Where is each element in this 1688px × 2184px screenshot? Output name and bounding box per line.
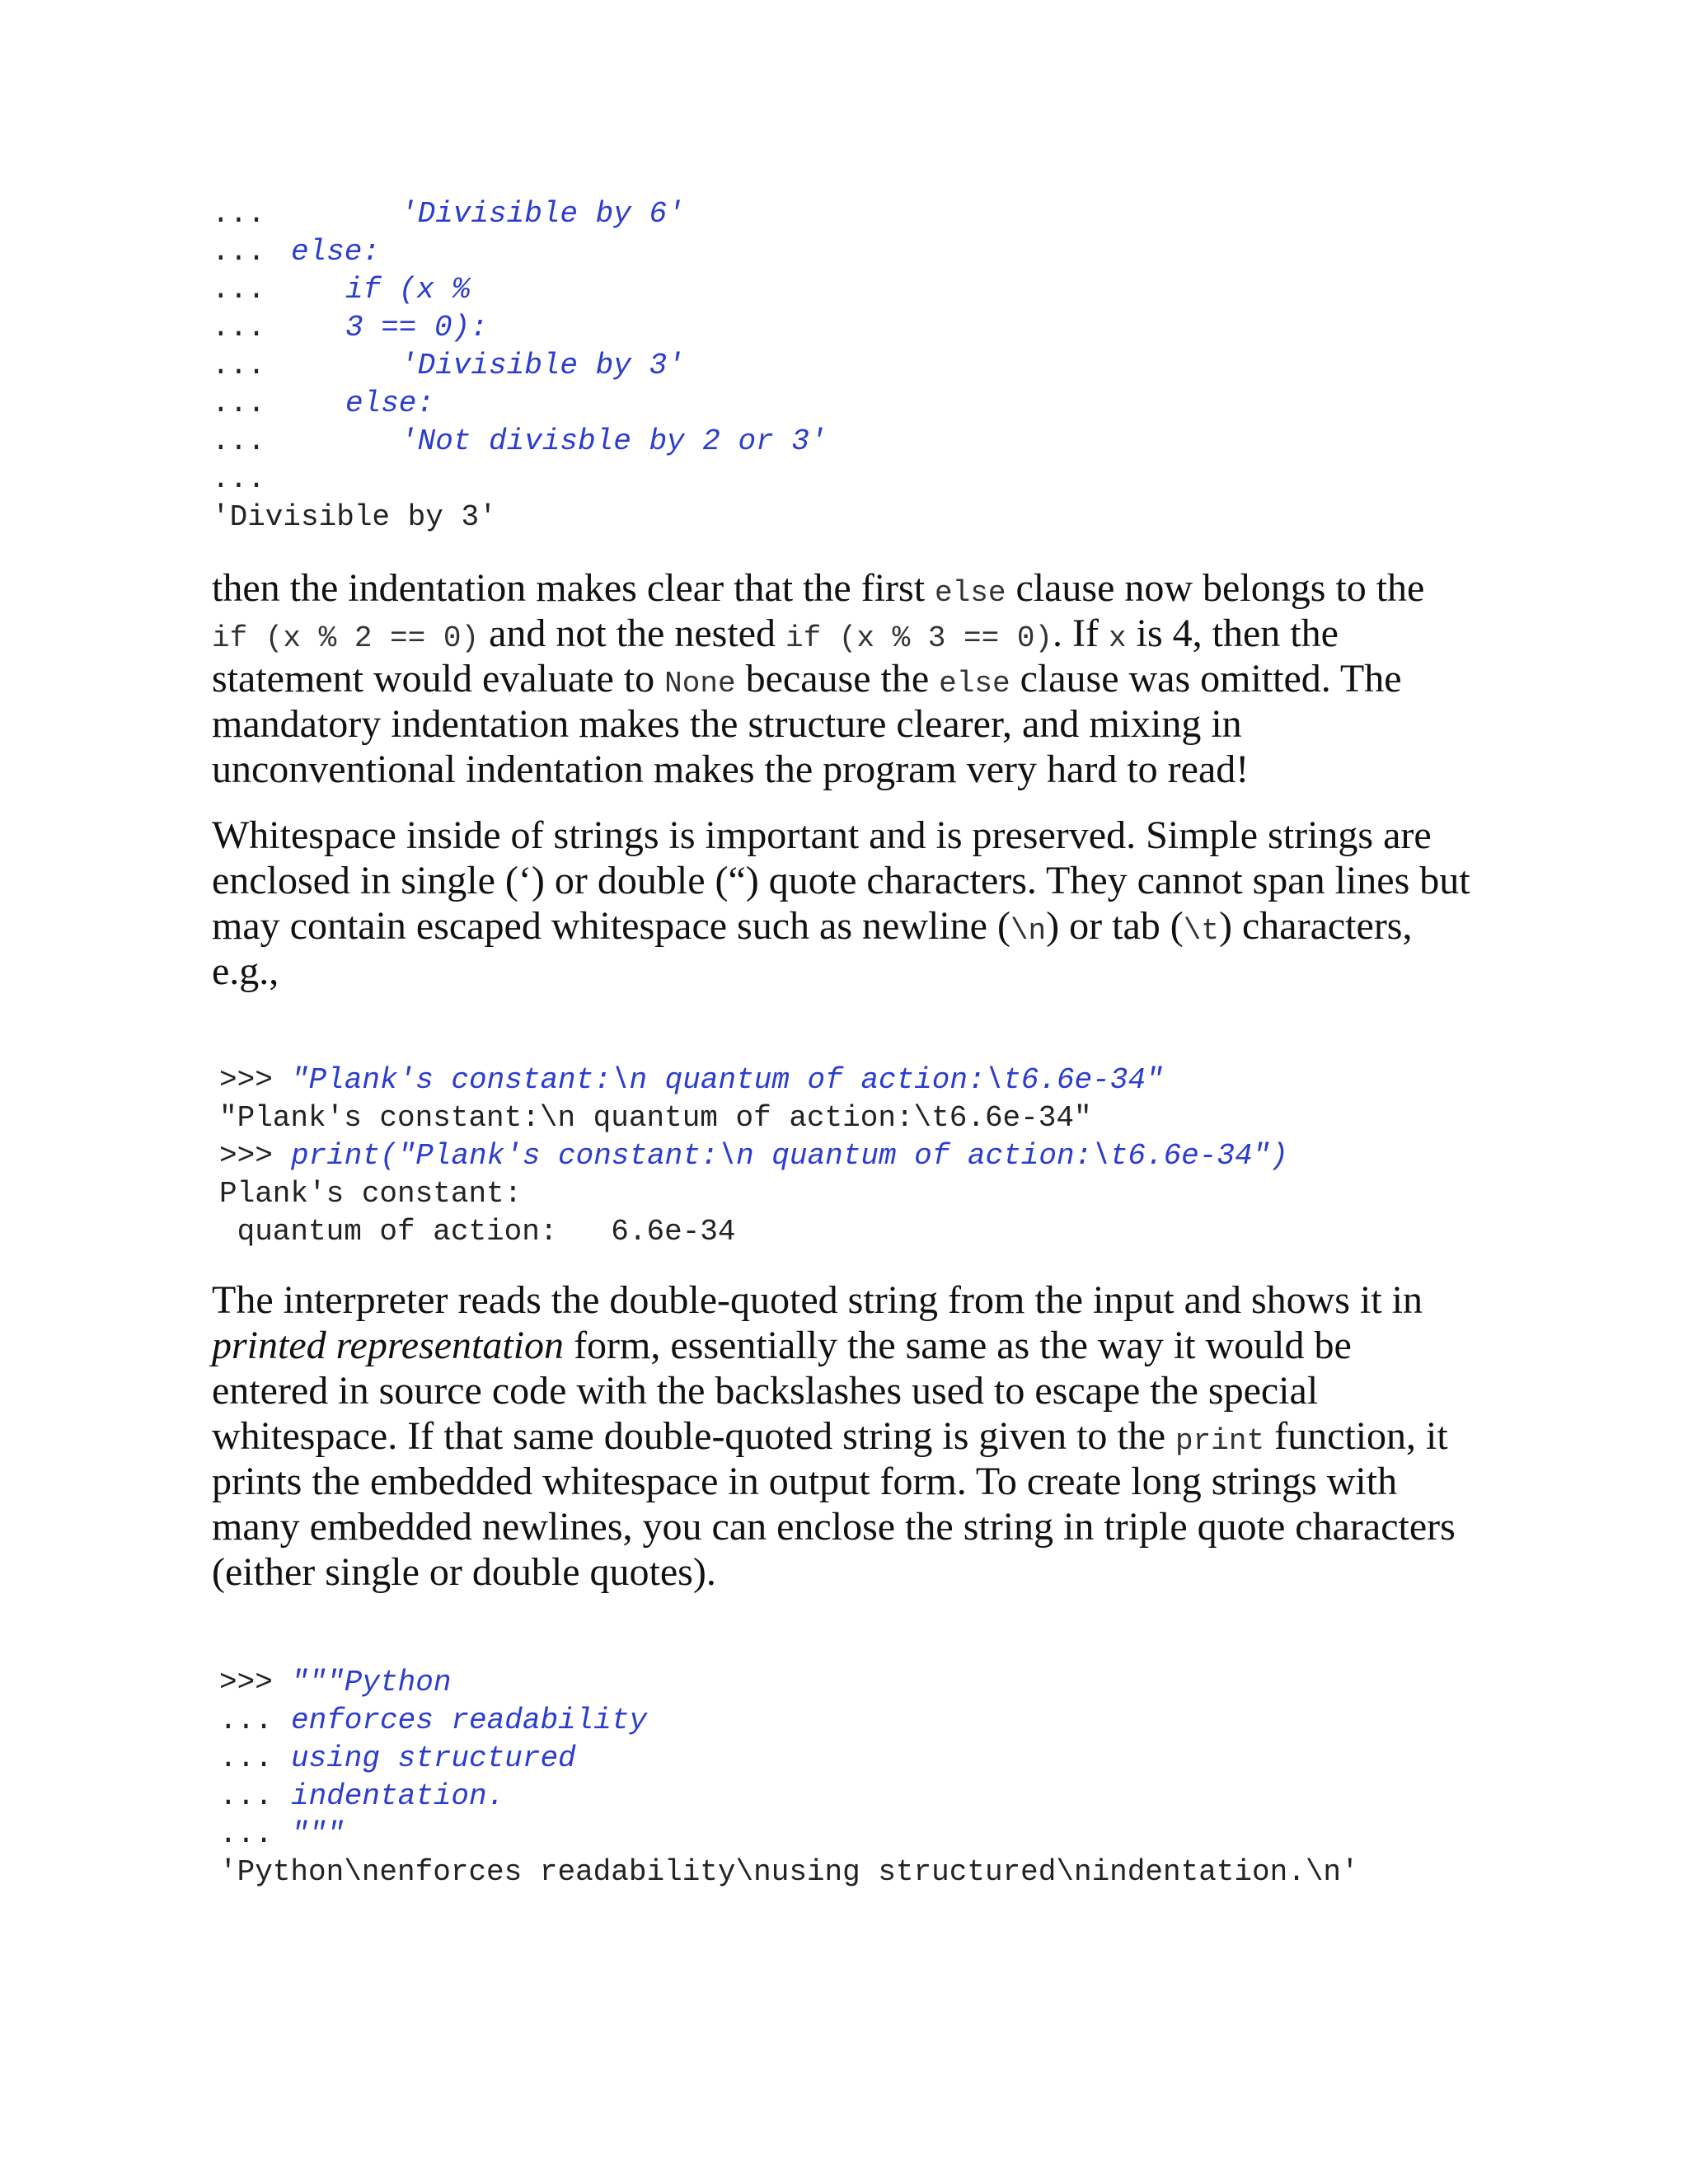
inline-code: if (x % 3 == 0)	[785, 621, 1053, 655]
continuation-prompt: ...	[219, 1779, 273, 1813]
code-input: 'Not divisble by 2 or 3'	[400, 424, 828, 458]
text-run: ) characters,	[1218, 904, 1413, 948]
continuation-prompt: ...	[212, 462, 265, 496]
code-line	[0, 423, 828, 461]
text-line: enclosed in single (‘) or double (“) quote characters. They cannot span lines but	[212, 859, 1470, 902]
text-line	[212, 1323, 1481, 1368]
text-run: then the indentation makes clear that the first	[212, 566, 935, 610]
code-input: 'Divisible by 3'	[400, 349, 685, 382]
code-input: else:	[345, 387, 435, 420]
interpreter-prompt: >>>	[219, 1063, 273, 1097]
continuation-prompt: ...	[219, 1741, 273, 1775]
code-output: Plank's constant:	[219, 1177, 523, 1211]
code-input: 'Divisible by 6'	[400, 197, 685, 231]
inline-code: x	[1109, 621, 1127, 655]
text-line	[212, 1413, 1481, 1459]
interpreter-prompt: >>>	[219, 1666, 273, 1699]
code-line	[0, 1702, 648, 1740]
text-line: e.g.,	[212, 949, 279, 993]
text-run: may contain escaped whitespace such as newline (	[212, 904, 1010, 948]
continuation-prompt: ...	[212, 273, 265, 307]
code-output: "Plank's constant:\n quantum of action:\t6.6e-34"	[219, 1101, 1092, 1135]
code-input: else:	[291, 235, 381, 269]
text-run: ) or tab (	[1046, 904, 1184, 948]
code-output: 'Divisible by 3'	[212, 500, 497, 534]
continuation-prompt: ...	[212, 387, 265, 420]
continuation-prompt: ...	[212, 197, 265, 231]
code-input: """Python	[291, 1666, 452, 1699]
paragraph-printed-representation	[212, 1277, 1481, 1595]
continuation-prompt: ...	[219, 1817, 273, 1851]
text-line	[212, 656, 1481, 701]
text-line: mandatory indentation makes the structure clearer, and mixing in	[212, 702, 1242, 746]
text-line: The interpreter reads the double-quoted string from the input and shows it in	[212, 1278, 1423, 1322]
text-run: function, it	[1264, 1414, 1448, 1458]
inline-code: \t	[1183, 914, 1219, 948]
code-line	[0, 499, 497, 537]
code-line	[0, 1740, 576, 1778]
code-line	[0, 1175, 523, 1213]
code-input: using structured	[291, 1741, 576, 1775]
inline-code: else	[939, 667, 1010, 701]
code-line	[0, 385, 435, 423]
text-run: is 4, then the	[1126, 612, 1339, 655]
code-line	[0, 309, 488, 347]
code-line	[0, 195, 685, 233]
text-run: statement would evaluate to	[212, 657, 665, 701]
code-line	[0, 1137, 1288, 1175]
code-line	[0, 1778, 505, 1816]
code-output: 'Python\nenforces readability\nusing structured\nindentation.\n'	[219, 1855, 1359, 1889]
text-run: because the	[735, 657, 940, 701]
code-input: "Plank's constant:\n quantum of action:\t6.6e-34"	[291, 1063, 1164, 1097]
code-line	[0, 1854, 1359, 1891]
code-line	[0, 1099, 1092, 1137]
code-line	[0, 233, 381, 271]
text-line: entered in source code with the backslashes used to escape the special	[212, 1369, 1319, 1413]
code-input: """	[291, 1817, 345, 1851]
inline-code: print	[1175, 1424, 1265, 1458]
continuation-prompt: ...	[212, 349, 265, 382]
text-run: whitespace. If that same double-quoted string is given to the	[212, 1414, 1176, 1458]
text-line: Whitespace inside of strings is important and is preserved. Simple strings are	[212, 813, 1432, 857]
code-line	[0, 1213, 736, 1251]
emphasis-text: printed representation	[212, 1324, 565, 1367]
text-line	[212, 611, 1481, 656]
continuation-prompt: ...	[212, 235, 265, 269]
inline-code: \n	[1010, 914, 1047, 948]
text-line: (either single or double quotes).	[212, 1550, 716, 1594]
text-run: and not the nested	[479, 612, 785, 655]
code-input: print("Plank's constant:\n quantum of action:\t6.6e-34")	[291, 1139, 1288, 1173]
code-line	[0, 1816, 345, 1854]
text-line: many embedded newlines, you can enclose the string in triple quote characters	[212, 1505, 1456, 1549]
code-input: indentation.	[291, 1779, 505, 1813]
code-input: enforces readability	[291, 1704, 648, 1737]
text-run: form, essentially the same as the way it would be	[564, 1324, 1352, 1367]
code-output: quantum of action: 6.6e-34	[219, 1215, 736, 1249]
paragraph-indentation	[212, 565, 1481, 792]
text-line	[212, 565, 1481, 611]
text-run: . If	[1053, 612, 1109, 655]
text-run: clause was omitted. The	[1010, 657, 1402, 701]
code-line	[0, 1062, 1164, 1099]
interpreter-prompt: >>>	[219, 1139, 273, 1173]
code-line	[0, 461, 265, 499]
continuation-prompt: ...	[212, 424, 265, 458]
inline-code: else	[935, 576, 1006, 610]
code-line	[0, 271, 471, 309]
continuation-prompt: ...	[212, 311, 265, 344]
code-input: if (x %	[345, 273, 471, 307]
text-line	[212, 903, 1481, 949]
code-input: 3 == 0):	[345, 311, 488, 344]
code-line	[0, 347, 685, 385]
continuation-prompt: ...	[219, 1704, 273, 1737]
inline-code: if (x % 2 == 0)	[212, 621, 480, 655]
text-line: prints the embedded whitespace in output form. To create long strings with	[212, 1460, 1398, 1503]
text-run: clause now belongs to the	[1006, 566, 1425, 610]
inline-code: None	[664, 667, 736, 701]
paragraph-whitespace-strings	[212, 813, 1481, 994]
code-line	[0, 1664, 452, 1702]
text-line: unconventional indentation makes the program very hard to read!	[212, 748, 1250, 791]
